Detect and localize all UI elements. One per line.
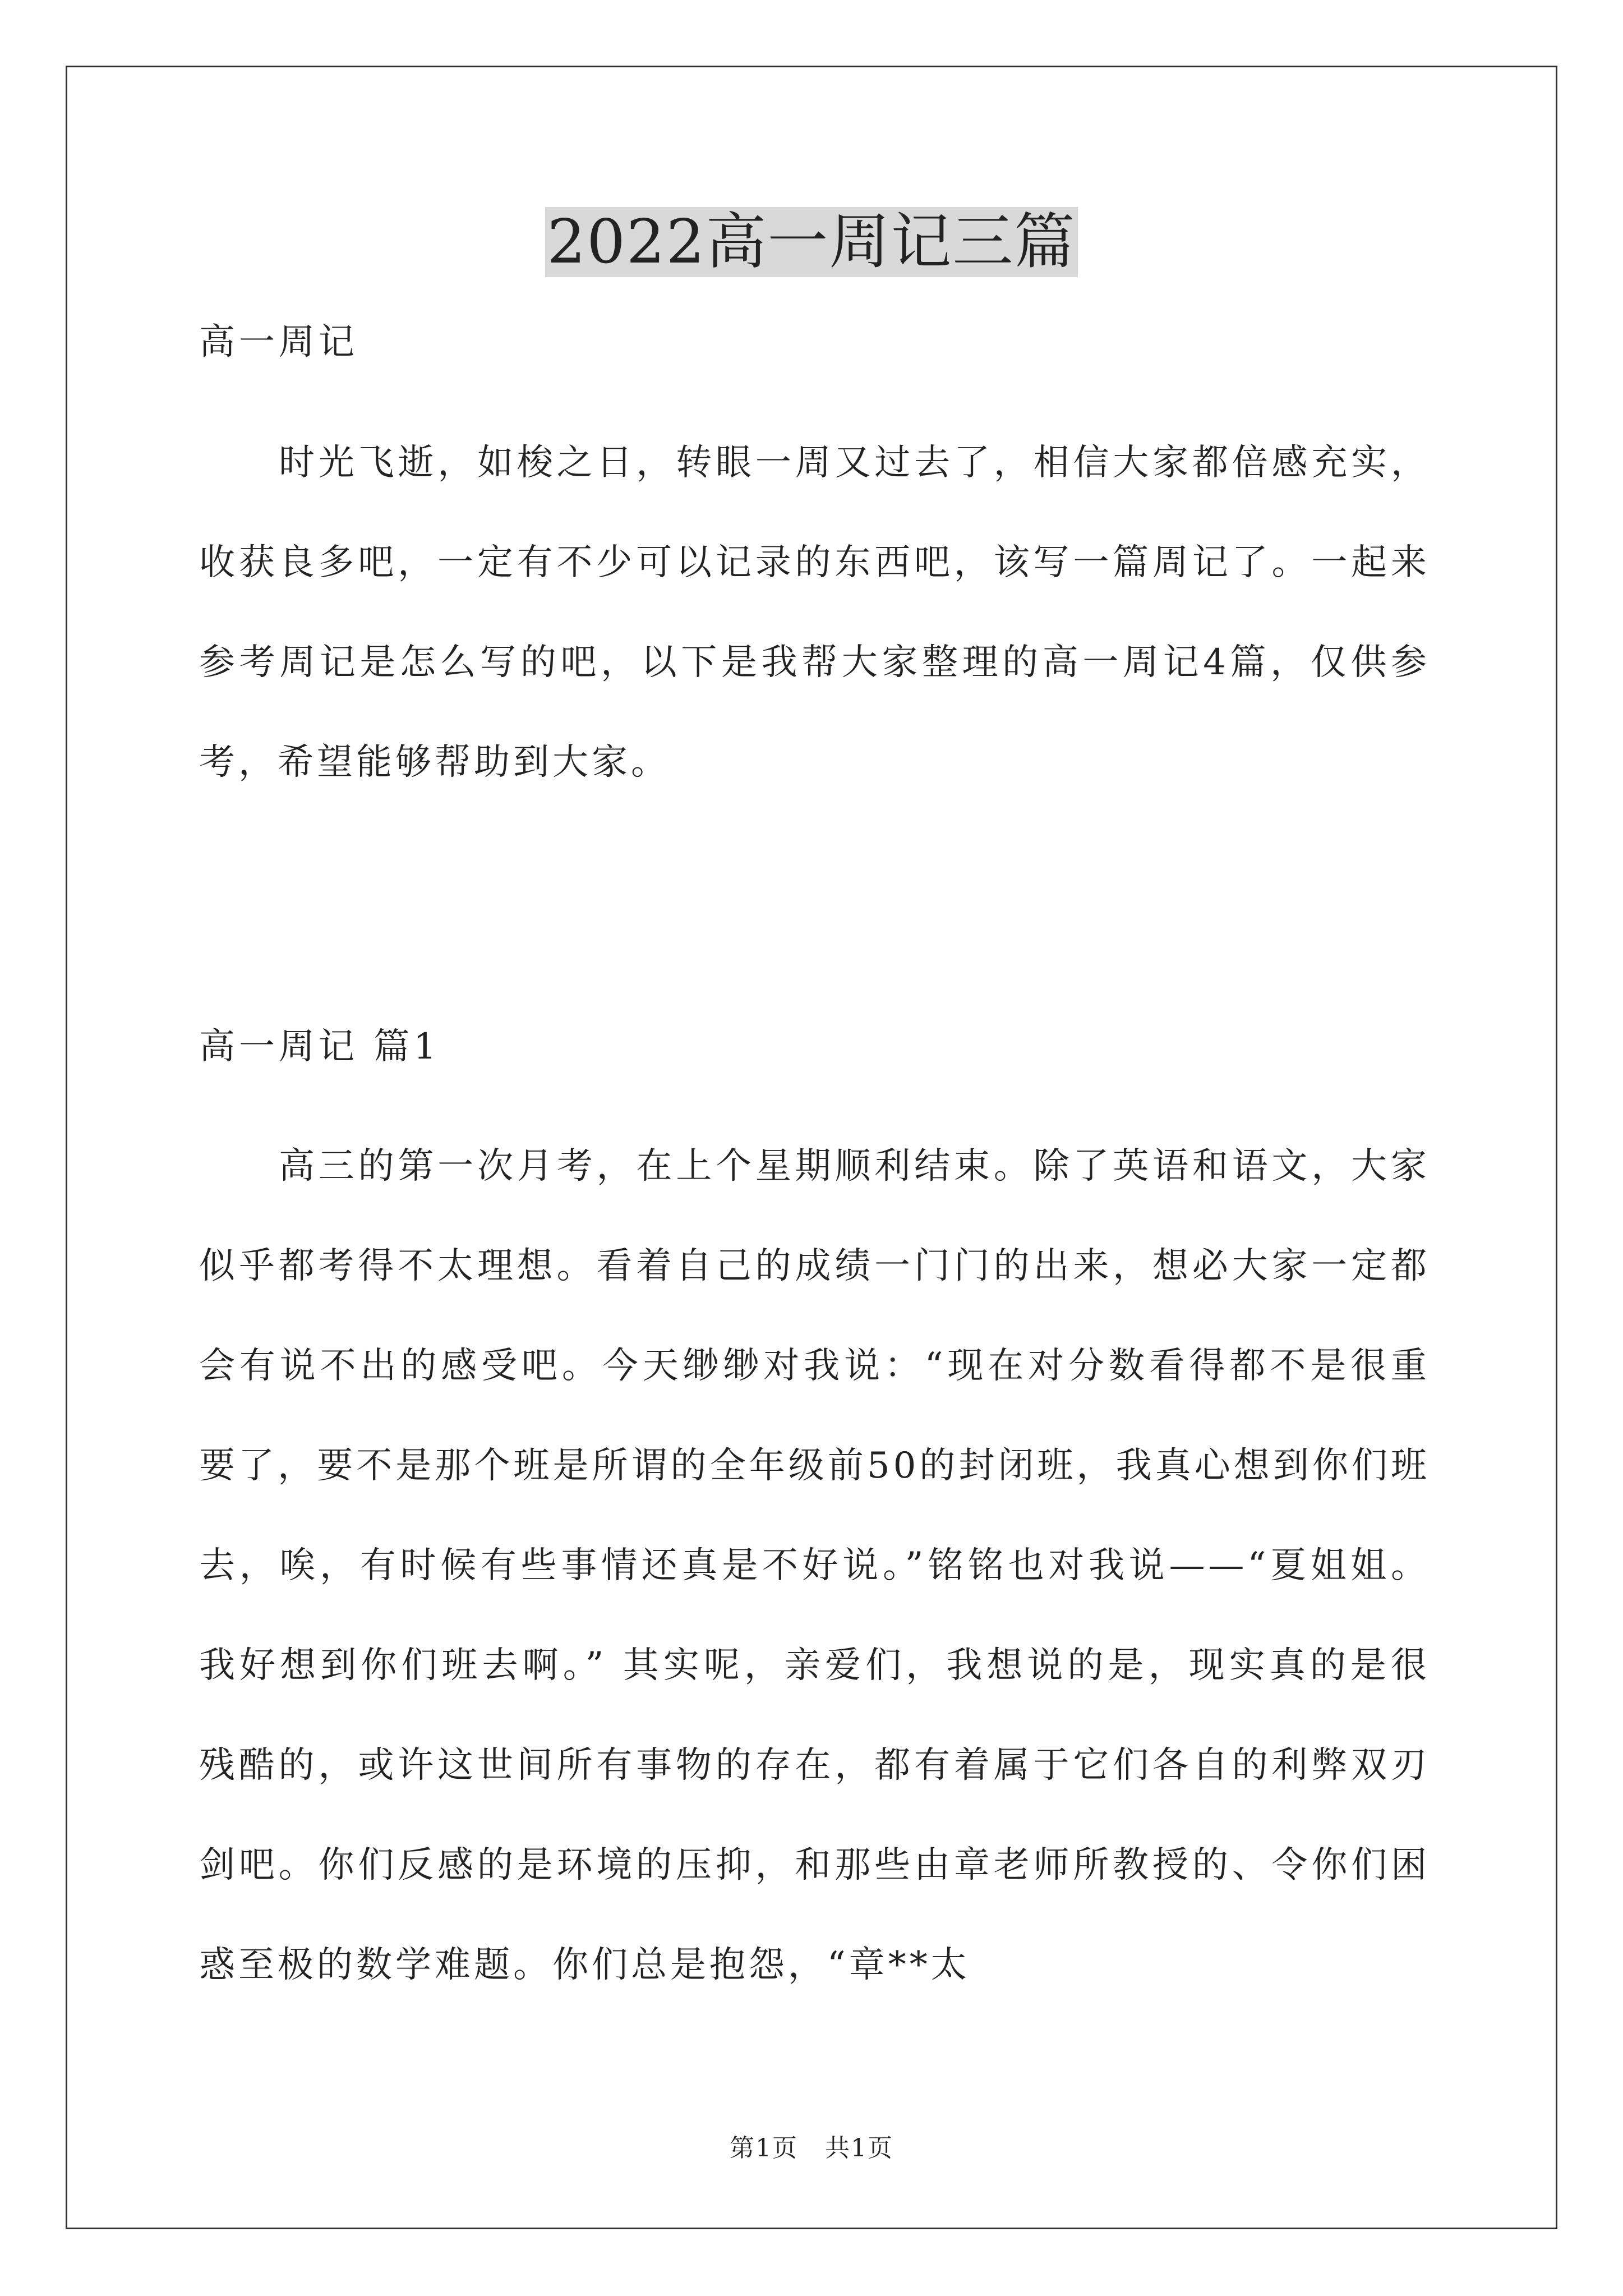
intro-heading: 高一周记 (199, 321, 358, 363)
section-heading: 高一周记 篇1 (199, 1026, 441, 1068)
document-title-text: 2022高一周记三篇 (545, 207, 1078, 277)
document-title (0, 203, 1623, 282)
page-footer: 第1页 共1页 (730, 2134, 893, 2162)
section-paragraph: 高三的第一次月考，在上个星期顺利结束。除了英语和语文，大家似乎都考得不太理想。看着自己的成绩一门门的出来，想必大家一定都会有说不出的感受吧。今天缈缈对我说：“现在对分数看得都不是很重要了，要不是那个班是所谓的全年级前50的封闭班，我真心想到你们班去，唉，有时候有些事情还真是不好说。”铭铭也对我说——“夏姐姐。我好想到你们班去啊。” 其实呢，亲爱们，我想说的是，现实真的是很残酷的，或许这世间所有事物的存在，都有着属于它们各自的利弊双刃剑吧。你们反感的是环境的压抑，和那些由章老师所教授的、令你们困惑至极的数学难题。你们总是抱怨，“章**太 (199, 1145, 1430, 1986)
intro-paragraph: 时光飞逝，如梭之日，转眼一周又过去了，相信大家都倍感充实，收获良多吧，一定有不少可以记录的东西吧，该写一篇周记了。一起来参考周记是怎么写的吧，以下是我帮大家整理的高一周记4篇，仅供参考，希望能够帮助到大家。 (199, 442, 1430, 783)
